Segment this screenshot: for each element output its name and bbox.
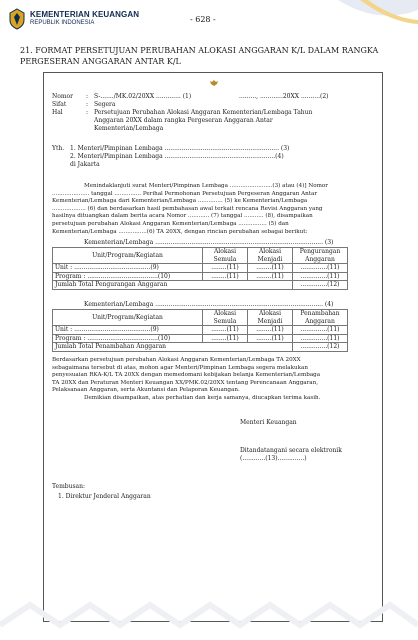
paragraph-line: Kementerian/Lembaga ................(6) TA 20XX, dengan rincian perubahan sebagai berikut: [52,228,308,235]
sifat-value: Segera [94,101,116,108]
header-alokasi-semula: Alokasi [203,310,248,318]
row-value: ..............(11) [293,334,348,343]
paragraph-line: Berdasarkan persetujuan perubahan Alokasi Anggaran Kementerian/Lembaga TA 20XX [52,357,301,363]
paragraph-line: Kementerian/Lembaga dari Kementerian/Lembaga .............. (5) ke Kementerian/Lembaga [52,198,308,205]
header-decoration [298,0,418,40]
paragraph-line: persetujuan perubahan Alokasi Anggaran Kementerian/Lembaga ................ (5) dan [52,220,289,227]
page-header [0,0,418,40]
table-2-caption: Kementerian/Lembaga ........................................................................................ (4) [84,301,334,308]
closing-paragraph [52,357,374,403]
opening-paragraph [52,183,374,236]
ministry-name: KEMENTERIAN KEUANGAN [30,10,140,19]
row-value: ..............(11) [293,264,348,273]
colon: : [86,101,89,108]
signer-title: Menteri Keuangan [240,419,297,426]
row-label: Unit : ........................................(9) [53,264,203,273]
reduction-table [52,247,348,290]
letter-date: ........., ............20XX ..........(2) [239,93,329,100]
table-header-row [53,310,348,318]
letter-frame [43,72,383,622]
nomor-value: S-......./MK.02/20XX ............. (1) [94,93,192,100]
garuda-emblem-icon [209,79,219,87]
paragraph-line: sebagaimana tersebut di atas, mohon agar Menteri/Pimpinan Lembaga segera melakukan [52,364,308,371]
total-value: ..............(12) [293,343,348,352]
total-label: Jumlah Total Pengurangan Anggaran [53,281,293,290]
table-1-caption: Kementerian/Lembaga ........................................................................................ (3) [84,239,334,246]
paragraph-line: ................... (6) dan berdasarkan hasil pembahasan awal terkait rencana Revisi Anggaran yang [52,205,323,212]
sifat-label: Sifat [52,101,67,108]
header-alokasi-menjadi: Alokasi [248,310,293,318]
tembusan-item: 1. Direktur Jenderal Anggaran [58,493,151,500]
header-unit: Unit/Program/Kegiatan [53,310,203,326]
table-row [53,264,348,273]
header-alokasi-menjadi: Alokasi [248,248,293,256]
row-label: Unit : ........................................(9) [53,326,203,335]
table-row [53,334,348,343]
header-penambahan: Penambahan [293,310,348,318]
section-title: 21. FORMAT PERSETUJUAN PERUBAHAN ALOKASI ANGGARAN K/L DALAM RANGKA PERGESERAN ANGGARAN ANTAR K/L [20,46,379,66]
table-header-row [53,248,348,256]
paragraph-line: Pelaksanaan Anggaran, serta Akuntansi dan Pelaporan Keuangan. [52,387,240,394]
row-label: Program : .....................................(10) [53,334,203,343]
table-total-row [53,343,348,352]
colon: : [86,93,89,100]
signature-note: Ditandatangani secara elektronik [240,447,342,454]
tembusan-label: Tembusan: [52,483,86,490]
header-semula: Semula [203,318,248,326]
table-row [53,272,348,281]
hal-line-3: Kementerian/Lembaga [94,125,164,132]
header-alokasi-semula: Alokasi [203,248,248,256]
paragraph-line: penyesuaian RKA-K/L TA 20XX dengan memedomani kebijakan belanja Kementerian/Lembaga [52,372,321,379]
table-total-row [53,281,348,290]
recipient-place: di Jakarta [70,161,100,168]
paragraph-line: hasilnya dituangkan dalam berita acara Nomor ............ (7) tanggal ........... (8), disampaikan [52,213,313,220]
row-value: ........(11) [248,264,293,273]
row-value: ........(11) [203,334,248,343]
paragraph-line: ..................... tanggal ............... Perihal Permohonan Persetujuan Pergeseran Anggaran Antar [52,190,318,197]
yth-label: Yth. [52,145,65,152]
header-menjadi: Menjadi [248,256,293,264]
row-value: ........(11) [203,272,248,281]
country-name: REPUBLIK INDONESIA [30,20,95,26]
row-value: ........(11) [248,334,293,343]
recipient-1: 1. Menteri/Pimpinan Lembaga ............................................................ (3) [70,145,290,152]
header-anggaran: Anggaran [293,318,348,326]
header-semula: Semula [203,256,248,264]
header-pengurangan: Pengurangan [293,248,348,256]
table-row [53,326,348,335]
addition-table [52,309,348,352]
page-number: - 628 - [190,15,216,24]
row-label: Program : .....................................(10) [53,272,203,281]
total-label: Jumlah Total Penambahan Anggaran [53,343,293,352]
header-menjadi: Menjadi [248,318,293,326]
row-value: ..............(11) [293,326,348,335]
nomor-label: Nomor [52,93,74,100]
hal-label: Hal [52,109,63,116]
paragraph-line: Demikian disampaikan, atas perhatian dan kerja samanya, diucapkan terima kasih. [84,394,321,401]
header-anggaran: Anggaran [293,256,348,264]
row-value: ........(11) [203,264,248,273]
ministry-logo-icon [8,8,26,30]
footer-pattern [0,585,418,640]
row-value: ..............(11) [293,272,348,281]
recipient-2: 2. Menteri/Pimpinan Lembaga ..........................................................(4) [70,153,284,160]
paragraph-line: TA 20XX dan Peraturan Menteri Keuangan XX/PMK.02/20XX tentang Perencanaan Anggaran, [52,379,319,386]
colon: : [86,109,89,116]
row-value: ........(11) [203,326,248,335]
total-value: ..............(12) [293,281,348,290]
hal-line-2: Anggaran 20XX dalam rangka Pergeseran Anggaran Antar [94,117,273,124]
row-value: ........(11) [248,272,293,281]
header-unit: Unit/Program/Kegiatan [53,248,203,264]
row-value: ........(11) [248,326,293,335]
signature-name: (............(13)..............) [240,455,307,462]
hal-line-1: Persetujuan Perubahan Alokasi Anggaran Kementerian/Lembaga Tahun [94,109,313,116]
paragraph-line: Menindaklanjuti surat Menteri/Pimpinan Lembaga ........................(3) atau (4)] Nomor [84,183,328,189]
